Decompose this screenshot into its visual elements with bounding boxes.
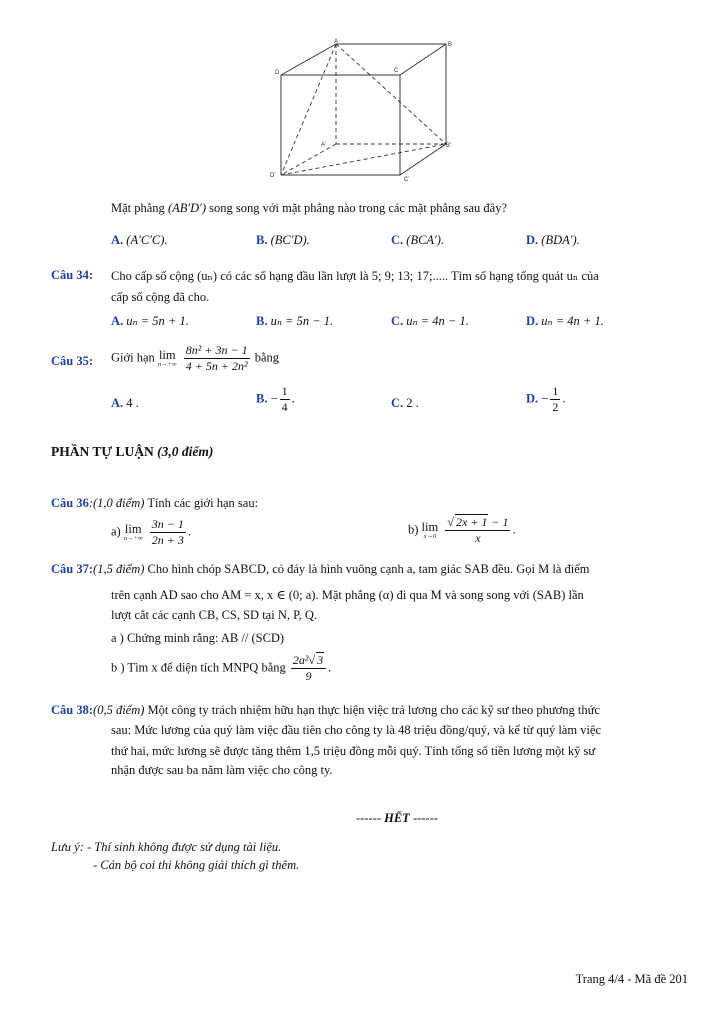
end-dashes-right: ------ — [412, 811, 438, 825]
q38-line3: thứ hai, mức lương sẽ được tăng thêm 1,5 triệu đồng mỗi quý. Tính tổng số tiền lương một kỹ sư — [111, 744, 596, 758]
option-letter: C. — [391, 233, 404, 247]
lim-sub: n→+∞ — [157, 361, 177, 368]
cube-figure — [260, 36, 460, 186]
q38-line1: Một công ty trách nhiệm hữu hạn thực hiện việc trả lương cho các kỹ sư theo phương thức — [147, 703, 600, 717]
lim-sub: n→+∞ — [123, 535, 143, 542]
denominator: 2 — [552, 400, 559, 414]
lim-sub: x→0 — [423, 533, 437, 540]
end-mark — [356, 811, 438, 826]
label-B1: B' — [446, 143, 452, 149]
label-B: B — [448, 42, 453, 48]
part-end: . — [512, 522, 516, 537]
q33-text-after: song song với mặt phẳng nào trong các mặt phẳng sau đây? — [209, 201, 508, 215]
q36-label: Câu 36 — [51, 496, 89, 510]
option-letter: D. — [526, 314, 539, 328]
label-C: C — [394, 68, 399, 74]
denominator: 4 + 5n + 2n² — [185, 359, 248, 373]
lim-word: lim — [124, 522, 142, 536]
q37-line1: Cho hình chóp SABCD, có đáy là hình vuông cạnh a, tam giác SAB đều. Gọi M là điểm — [147, 562, 590, 576]
q37-line2: trên cạnh AD sao cho AM = x, x ∈ (0; a). Mặt phẳng (α) đi qua M và song song với (SAB) lần — [111, 588, 584, 602]
q35-option-a[interactable] — [111, 396, 139, 411]
q35-limit — [158, 349, 177, 368]
sqrt-content: 3 — [317, 653, 324, 667]
q35-stem — [111, 343, 279, 374]
q34-option-a[interactable] — [111, 313, 189, 329]
q35-fraction — [184, 343, 250, 374]
q33-text-before: Mặt phẳng — [111, 201, 165, 215]
page-footer: Trang 4/4 - Mã đề 201 — [575, 972, 688, 986]
q38-line2: sau: Mức lương của quý làm việc đầu tiên cho công ty là 48 triệu đồng/quý, và kể từ quý làm việc — [111, 723, 602, 737]
edge-DA — [281, 44, 336, 75]
option-text: (BDA′). — [541, 233, 580, 247]
limit — [124, 523, 143, 542]
q36-part-a — [111, 517, 191, 548]
numerator: √ 2x + 1 − 1 — [447, 515, 509, 529]
q36-text: Tính các giới hạn sau: — [147, 496, 259, 510]
edge-A1D1 — [281, 144, 336, 175]
numerator: 8n² + 3n − 1 — [185, 343, 248, 357]
numerator: 3n − 1 — [151, 517, 184, 531]
denominator: 4 — [281, 400, 288, 414]
end-dashes-left: ------ — [356, 811, 381, 825]
q33-option-b[interactable] — [256, 233, 310, 248]
edge-BC — [400, 44, 446, 75]
option-letter: A. — [111, 396, 124, 410]
q37-line3: lượt cắt các cạnh CB, CS, SD tại N, P, Q. — [111, 608, 318, 622]
lim-word: lim — [421, 520, 439, 534]
q37-label: Câu 37: — [51, 562, 94, 576]
q33-plane: (AB′D′) — [167, 201, 207, 215]
part-b-text: b ) Tìm x để diện tích MNPQ bằng — [111, 660, 286, 675]
numerator: 2a²√ 3 — [291, 653, 326, 669]
option-end: . — [291, 391, 295, 406]
option-text: uₙ = 5n − 1. — [270, 314, 334, 328]
q34-line1: Cho cấp số cộng (uₙ) có các số hạng đầu lần lượt là 5; 9; 13; 17;..... Tìm số hạng tổng quát uₙ của — [111, 269, 599, 283]
option-sign: − — [270, 391, 278, 406]
option-letter: B. — [256, 391, 268, 406]
q34-line2: cấp số cộng đã cho. — [111, 290, 210, 304]
option-text: uₙ = 4n + 1. — [541, 314, 604, 328]
diag-AD1 — [281, 44, 336, 175]
option-text: 2 . — [406, 396, 419, 410]
q34-option-d[interactable] — [526, 313, 604, 329]
q35-text: Giới hạn — [111, 350, 155, 365]
option-fraction — [280, 384, 290, 415]
q36-stem — [51, 496, 258, 511]
denominator: 9 — [305, 669, 312, 683]
sqrt-content: 2x + 1 — [455, 515, 488, 529]
part-label: a) — [111, 524, 121, 539]
option-fraction — [550, 384, 560, 415]
q36-part-b — [408, 515, 516, 546]
label-D1: D' — [270, 173, 276, 179]
option-text: (A′C′C). — [126, 233, 168, 247]
diag-AB1 — [336, 44, 446, 144]
denominator: 2n + 3 — [151, 533, 184, 547]
numerator-rest: − 1 — [488, 515, 509, 529]
option-letter: D. — [526, 391, 539, 406]
edge-C1B1 — [400, 144, 446, 175]
q33-option-a[interactable] — [111, 233, 168, 248]
label-A1: A' — [321, 142, 327, 148]
section-points: (3,0 điểm) — [157, 444, 214, 459]
diag-D1B1 — [281, 144, 446, 175]
option-letter: A. — [111, 233, 124, 247]
part-label: b) — [408, 522, 419, 537]
part-end: . — [187, 524, 191, 539]
q38-points: (0,5 điểm) — [93, 703, 145, 717]
note-line1: Lưu ý: - Thí sinh không được sử dụng tài liệu. — [51, 840, 282, 854]
q33-option-c[interactable] — [391, 233, 444, 248]
option-letter: B. — [256, 233, 268, 247]
q38-line1-wrap — [51, 703, 691, 718]
option-text: (BC′D). — [270, 233, 310, 247]
numerator: 1 — [552, 384, 559, 398]
q35-option-c[interactable] — [391, 396, 419, 411]
q37-points: (1,5 điểm) — [93, 562, 145, 576]
end-word: HẾT — [384, 811, 410, 825]
label-D: D — [275, 70, 280, 76]
option-letter: C. — [391, 314, 404, 328]
option-letter: B. — [256, 314, 268, 328]
denominator: x — [475, 531, 481, 545]
numerator: 1 — [281, 384, 288, 398]
q35-option-d[interactable] — [526, 384, 565, 415]
numerator-pre: 2a² — [292, 653, 309, 667]
option-text: (BCA′). — [406, 233, 445, 247]
section-title-text: PHẦN TỰ LUẬN — [51, 444, 154, 459]
option-sign: − — [541, 391, 549, 406]
q34-label: Câu 34: — [51, 268, 94, 282]
lim-word: lim — [158, 348, 176, 362]
q38-label: Câu 38: — [51, 703, 94, 717]
q35-label: Câu 35: — [51, 354, 94, 368]
option-text: uₙ = 4n − 1. — [406, 314, 469, 328]
q36-points: :(1,0 điểm) — [88, 496, 145, 510]
q35-option-b[interactable] — [256, 384, 295, 415]
part-b-end: . — [328, 660, 332, 675]
q37-part-b — [111, 653, 331, 684]
option-letter: D. — [526, 233, 539, 247]
q38-line4: nhận được sau ba năm làm việc cho công ty. — [111, 763, 333, 777]
q34-option-b[interactable] — [256, 313, 333, 329]
limit — [422, 521, 439, 540]
q33-option-d[interactable] — [526, 233, 580, 248]
part-b-fraction — [291, 653, 326, 684]
q34-option-c[interactable] — [391, 313, 469, 329]
label-C1: C' — [404, 177, 410, 183]
label-A: A — [334, 39, 339, 45]
fraction — [445, 515, 510, 546]
section-title — [51, 444, 213, 460]
option-letter: A. — [111, 314, 124, 328]
q37-line1-wrap — [51, 562, 691, 577]
q35-after: bằng — [254, 350, 280, 365]
note-line2: - Cán bộ coi thi không giải thích gì thêm. — [93, 858, 300, 872]
option-text: uₙ = 5n + 1. — [126, 314, 189, 328]
option-end: . — [562, 391, 566, 406]
option-letter: C. — [391, 396, 404, 410]
q37-part-a: a ) Chứng minh rằng: AB // (SCD) — [111, 631, 285, 645]
q33-stem — [111, 201, 507, 216]
option-text: 4 . — [126, 396, 139, 410]
fraction — [150, 517, 186, 548]
